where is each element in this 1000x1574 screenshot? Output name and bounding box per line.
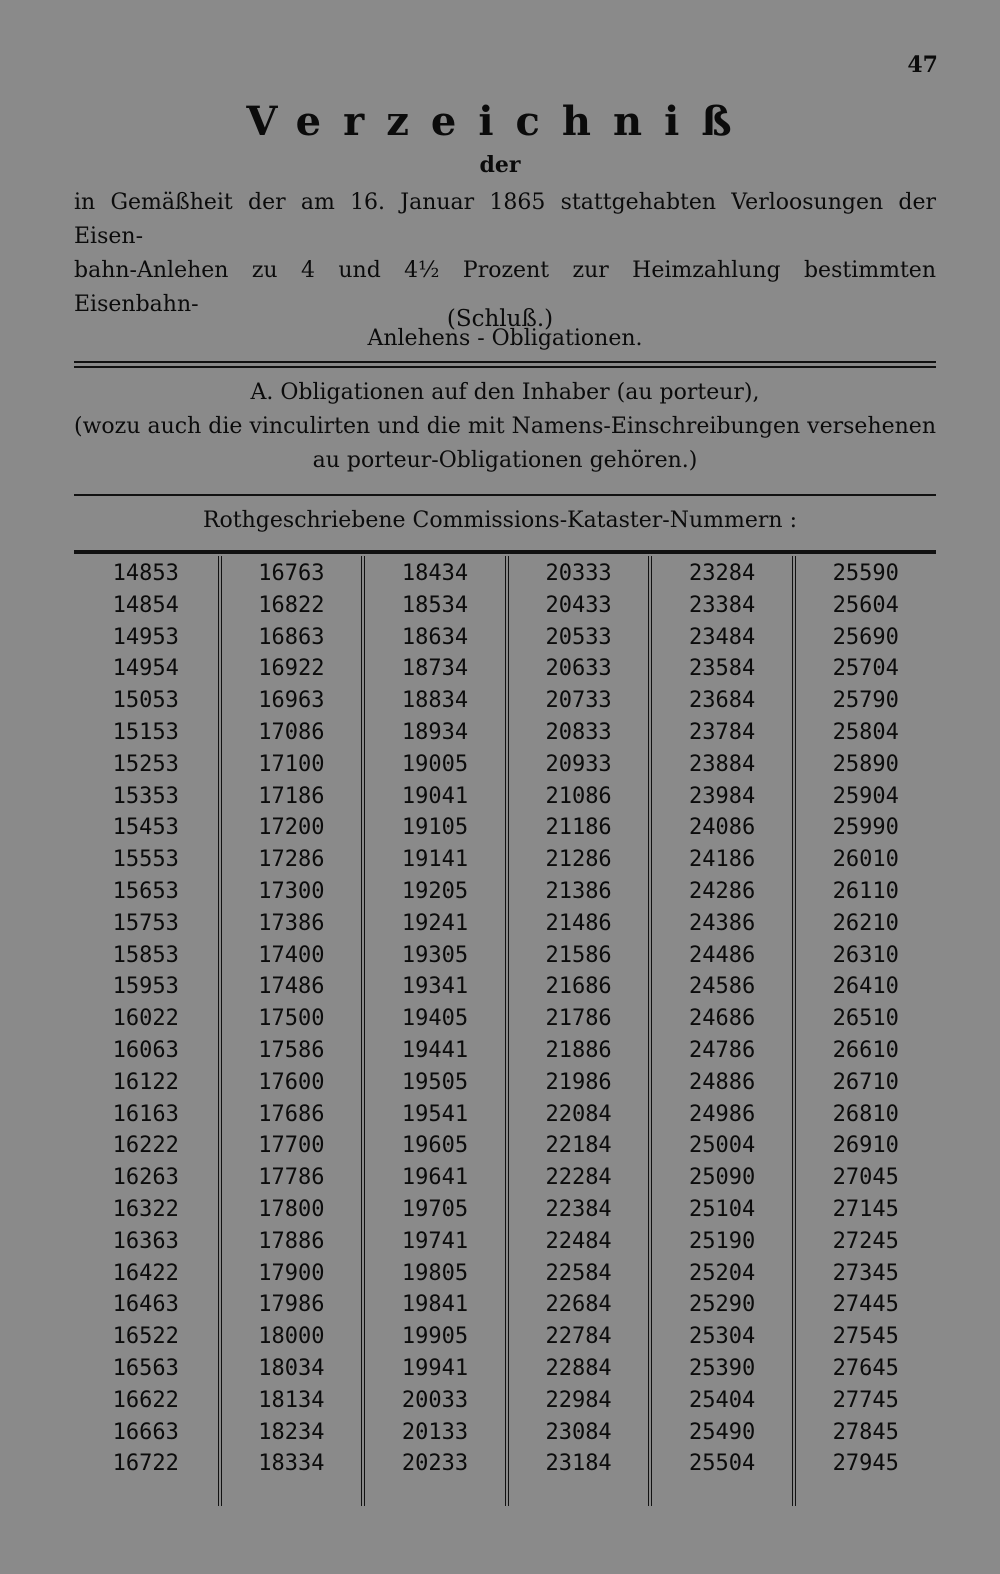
table-cell: 19105 [401, 815, 469, 841]
table-cell: 23584 [689, 656, 756, 682]
table-cell: 27245 [832, 1228, 899, 1254]
table-cell: 19341 [401, 974, 469, 1000]
table-cell: 26410 [832, 974, 899, 1000]
table-cell: 25204 [689, 1260, 756, 1286]
table-cell: 27945 [832, 1451, 899, 1477]
table-cell: 25804 [832, 719, 899, 745]
table-cell: 25990 [832, 815, 899, 841]
table-cell: 20933 [545, 751, 612, 777]
table-cell: 16263 [112, 1165, 179, 1191]
table-cell: 16963 [258, 688, 325, 714]
table-cell: 21886 [545, 1037, 612, 1063]
table-cell: 24186 [689, 847, 756, 873]
table-cell: 27345 [832, 1260, 899, 1286]
table-cell: 16022 [112, 1006, 179, 1032]
table-cell: 17786 [258, 1165, 325, 1191]
table-cell: 21386 [545, 878, 612, 904]
table-cell: 19741 [401, 1228, 469, 1254]
table-cell: 21586 [545, 942, 612, 968]
table-cell: 16222 [112, 1133, 179, 1159]
table-cell: 15653 [112, 878, 179, 904]
section-note-line-1: (wozu auch die vinculirten und die mit Namens-Einschreibungen versehenen [74, 414, 936, 439]
table-cell: 20533 [545, 624, 612, 650]
table-cell: 16622 [112, 1387, 179, 1413]
table-cell: 25704 [832, 656, 899, 682]
table-cell: 19405 [401, 1006, 469, 1032]
table-cell: 15253 [112, 751, 179, 777]
table-cell: 27545 [832, 1324, 899, 1350]
table-cell: 19505 [401, 1069, 469, 1095]
table-cell: 20333 [545, 561, 612, 586]
table-cell: 15353 [112, 783, 179, 809]
table-cell: 21986 [545, 1069, 612, 1095]
table-cell: 25190 [689, 1228, 756, 1254]
table-cell: 18634 [401, 624, 469, 650]
section-title: A. Obligationen auf den Inhaber (au porteur), [250, 380, 760, 405]
table-cell: 16563 [112, 1355, 179, 1381]
table-cell: 22684 [545, 1292, 612, 1318]
table-cell: 18434 [401, 561, 469, 586]
double-divider [74, 361, 936, 368]
table-cell: 20233 [401, 1451, 469, 1477]
table-cell: 22184 [545, 1133, 612, 1159]
table-cell: 18334 [258, 1451, 325, 1477]
table-cell: 17486 [258, 974, 325, 1000]
table-cell: 16922 [258, 656, 325, 682]
intro-line-1: in Gemäßheit der am 16. Januar 1865 stattgehabten Verloosungen der Eisen- [74, 190, 936, 249]
page-title: Verzeichniß [246, 98, 754, 145]
table-cell: 25590 [832, 561, 899, 586]
table-cell: 26910 [832, 1133, 899, 1159]
table-cell: 17186 [258, 783, 325, 809]
table-cell: 25304 [689, 1324, 756, 1350]
table-cell: 17900 [258, 1260, 325, 1286]
table-cell: 20033 [401, 1387, 469, 1413]
table-cell: 26310 [832, 942, 899, 968]
table-cell: 19641 [401, 1165, 469, 1191]
table-cell: 19305 [401, 942, 469, 968]
table-column [648, 556, 792, 1506]
table-cell: 27145 [832, 1196, 899, 1222]
table-cell: 25104 [689, 1196, 756, 1222]
table-cell: 19541 [401, 1101, 469, 1127]
numbers-heading: Rothgeschriebene Commissions-Kataster-Nummern : [202, 508, 797, 533]
table-cell: 24786 [689, 1037, 756, 1063]
table-cell: 22284 [545, 1165, 612, 1191]
divider [74, 494, 936, 496]
table-cell: 19805 [401, 1260, 469, 1286]
table-cell: 20633 [545, 656, 612, 682]
table-cell: 25404 [689, 1387, 756, 1413]
section-heading [74, 376, 936, 478]
table-cell: 19705 [401, 1196, 469, 1222]
table-cell: 16763 [258, 561, 325, 586]
table-cell: 18734 [401, 656, 469, 682]
table-cell: 26210 [832, 910, 899, 936]
table-column [505, 556, 649, 1506]
table-cell: 23684 [689, 688, 756, 714]
table-cell: 16663 [112, 1419, 179, 1445]
table-cell: 23984 [689, 783, 756, 809]
table-cell: 17400 [258, 942, 325, 968]
table-cell: 25504 [689, 1451, 756, 1477]
table-column [361, 556, 505, 1506]
table-cell: 24286 [689, 878, 756, 904]
table-cell: 25604 [832, 592, 899, 618]
table-cell: 15053 [112, 688, 179, 714]
table-cell: 17500 [258, 1006, 325, 1032]
table-cell: 16122 [112, 1069, 179, 1095]
table-cell: 19241 [401, 910, 469, 936]
table-cell: 19041 [401, 783, 469, 809]
table-cell: 27045 [832, 1165, 899, 1191]
table-cell: 25690 [832, 624, 899, 650]
table-cell: 21086 [545, 783, 612, 809]
table-cell: 20433 [545, 592, 612, 618]
table-cell: 17700 [258, 1133, 325, 1159]
table-cell: 23284 [689, 561, 756, 586]
table-cell: 17886 [258, 1228, 325, 1254]
page-number: 47 [907, 52, 938, 78]
table-cell: 21786 [545, 1006, 612, 1032]
table-cell: 16822 [258, 592, 325, 618]
table-cell: 16322 [112, 1196, 179, 1222]
table-cell: 19941 [401, 1355, 469, 1381]
table-cell: 14854 [112, 592, 179, 618]
table-cell: 14853 [112, 561, 179, 586]
table-cell: 25390 [689, 1355, 756, 1381]
table-cell: 24386 [689, 910, 756, 936]
table-cell: 18034 [258, 1355, 325, 1381]
table-cell: 21286 [545, 847, 612, 873]
table-cell: 19905 [401, 1324, 469, 1350]
table-cell: 17986 [258, 1292, 325, 1318]
table-cell: 17686 [258, 1101, 325, 1127]
table-cell: 23384 [689, 592, 756, 618]
table-cell: 21486 [545, 910, 612, 936]
table-cell: 17586 [258, 1037, 325, 1063]
table-cell: 26610 [832, 1037, 899, 1063]
table-cell: 17086 [258, 719, 325, 745]
table-cell: 20133 [401, 1419, 469, 1445]
table-cell: 17800 [258, 1196, 325, 1222]
table-column [74, 556, 218, 1506]
table-cell: 26010 [832, 847, 899, 873]
table-cell: 18000 [258, 1324, 325, 1350]
table-cell: 15753 [112, 910, 179, 936]
table-cell: 16863 [258, 624, 325, 650]
table-cell: 19005 [401, 751, 469, 777]
table-cell: 15853 [112, 942, 179, 968]
table-cell: 16422 [112, 1260, 179, 1286]
table-column [792, 556, 936, 1506]
table-cell: 25890 [832, 751, 899, 777]
table-cell: 16463 [112, 1292, 179, 1318]
table-cell: 22784 [545, 1324, 612, 1350]
table-cell: 26710 [832, 1069, 899, 1095]
table-cell: 22984 [545, 1387, 612, 1413]
table-cell: 23184 [545, 1451, 612, 1477]
table-cell: 21186 [545, 815, 612, 841]
table-cell: 15553 [112, 847, 179, 873]
table-cell: 22084 [545, 1101, 612, 1127]
table-cell: 16163 [112, 1101, 179, 1127]
table-cell: 14954 [112, 656, 179, 682]
table-cell: 27845 [832, 1419, 899, 1445]
section-note-line-2: au porteur-Obligationen gehören.) [312, 448, 698, 473]
conclusion-note: (Schluß.) [446, 306, 554, 332]
table-cell: 25004 [689, 1133, 756, 1159]
table-cell: 25090 [689, 1165, 756, 1191]
table-cell: 23884 [689, 751, 756, 777]
table-cell: 26510 [832, 1006, 899, 1032]
table-cell: 16363 [112, 1228, 179, 1254]
table-cell: 24086 [689, 815, 756, 841]
table-cell: 23784 [689, 719, 756, 745]
intro-line-2: bahn-Anlehen zu 4 und 4½ Prozent zur Heimzahlung bestimmten Eisenbahn- [74, 258, 936, 317]
table-cell: 19441 [401, 1037, 469, 1063]
table-cell: 22484 [545, 1228, 612, 1254]
table-cell: 27645 [832, 1355, 899, 1381]
table-cell: 25490 [689, 1419, 756, 1445]
table-cell: 22584 [545, 1260, 612, 1286]
page-subtitle: der [479, 152, 521, 178]
table-column [218, 556, 362, 1506]
number-table [74, 556, 936, 1506]
table-cell: 19141 [401, 847, 469, 873]
table-cell: 18534 [401, 592, 469, 618]
table-cell: 15953 [112, 974, 179, 1000]
table-cell: 22884 [545, 1355, 612, 1381]
table-cell: 24586 [689, 974, 756, 1000]
table-cell: 16063 [112, 1037, 179, 1063]
table-cell: 17100 [258, 751, 325, 777]
table-cell: 23484 [689, 624, 756, 650]
table-cell: 24686 [689, 1006, 756, 1032]
table-top-rule [74, 550, 936, 554]
table-cell: 17200 [258, 815, 325, 841]
table-cell: 17286 [258, 847, 325, 873]
table-cell: 15153 [112, 719, 179, 745]
table-cell: 18834 [401, 688, 469, 714]
table-cell: 24486 [689, 942, 756, 968]
table-cell: 27445 [832, 1292, 899, 1318]
table-cell: 16722 [112, 1451, 179, 1477]
table-cell: 24886 [689, 1069, 756, 1095]
table-cell: 17386 [258, 910, 325, 936]
table-cell: 19841 [401, 1292, 469, 1318]
table-cell: 26810 [832, 1101, 899, 1127]
table-cell: 23084 [545, 1419, 612, 1445]
table-cell: 19605 [401, 1133, 469, 1159]
table-cell: 22384 [545, 1196, 612, 1222]
table-cell: 18934 [401, 719, 469, 745]
table-cell: 25790 [832, 688, 899, 714]
table-cell: 20733 [545, 688, 612, 714]
table-cell: 15453 [112, 815, 179, 841]
table-cell: 26110 [832, 878, 899, 904]
table-cell: 14953 [112, 624, 179, 650]
table-cell: 18234 [258, 1419, 325, 1445]
intro-line-3: Anlehens - Obligationen. [367, 326, 643, 351]
table-cell: 19205 [401, 878, 469, 904]
table-cell: 16522 [112, 1324, 179, 1350]
table-cell: 17300 [258, 878, 325, 904]
table-cell: 24986 [689, 1101, 756, 1127]
table-cell: 17600 [258, 1069, 325, 1095]
table-cell: 25290 [689, 1292, 756, 1318]
table-cell: 25904 [832, 783, 899, 809]
table-cell: 18134 [258, 1387, 325, 1413]
table-cell: 20833 [545, 719, 612, 745]
table-cell: 27745 [832, 1387, 899, 1413]
table-cell: 21686 [545, 974, 612, 1000]
